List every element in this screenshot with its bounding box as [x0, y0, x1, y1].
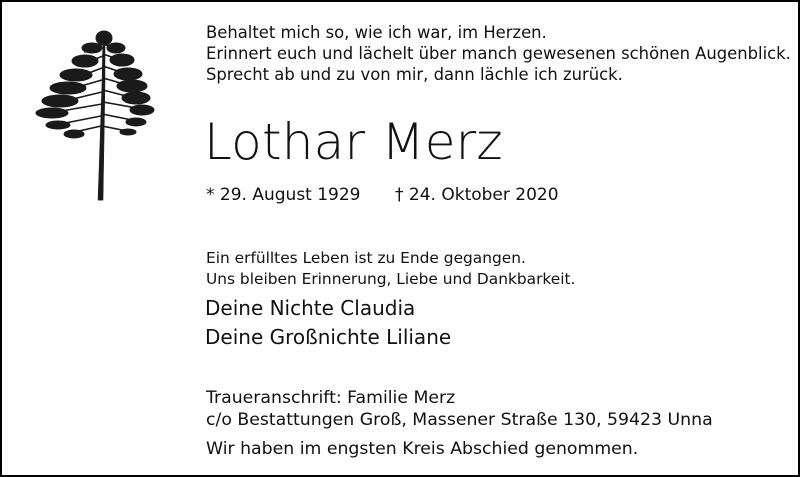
tribute-line: Ein erfülltes Leben ist zu Ende gegangen.	[206, 249, 526, 267]
birth-date: * 29. August 1929	[206, 185, 361, 205]
poem-line: Erinnert euch und lächelt über manch gewesenen schönen Augenblick.	[206, 44, 791, 63]
memorial-poem	[206, 22, 791, 85]
life-dates	[206, 184, 559, 206]
address-line: Traueranschrift: Familie Merz	[206, 388, 456, 408]
tribute-text	[206, 248, 575, 290]
tribute-line: Uns bleiben Erinnerung, Liebe und Dankbarkeit.	[206, 270, 576, 288]
mourner-name: Deine Nichte Claudia	[205, 296, 416, 320]
mourner-name: Deine Großnichte Liliane	[205, 325, 452, 349]
condolence-address	[206, 387, 713, 431]
address-line: c/o Bestattungen Groß, Massener Straße 130, 59423 Unna	[206, 410, 713, 430]
poem-line: Sprecht ab und zu von mir, dann lächle ich zurück.	[206, 65, 623, 84]
mourners-list	[205, 294, 451, 352]
farewell-note: Wir haben im engsten Kreis Abschied genommen.	[206, 439, 639, 459]
poem-line: Behaltet mich so, wie ich war, im Herzen.	[206, 23, 547, 42]
pine-tree-icon	[30, 22, 170, 202]
death-date: † 24. Oktober 2020	[395, 185, 559, 205]
deceased-name: Lothar Merz	[204, 113, 503, 171]
